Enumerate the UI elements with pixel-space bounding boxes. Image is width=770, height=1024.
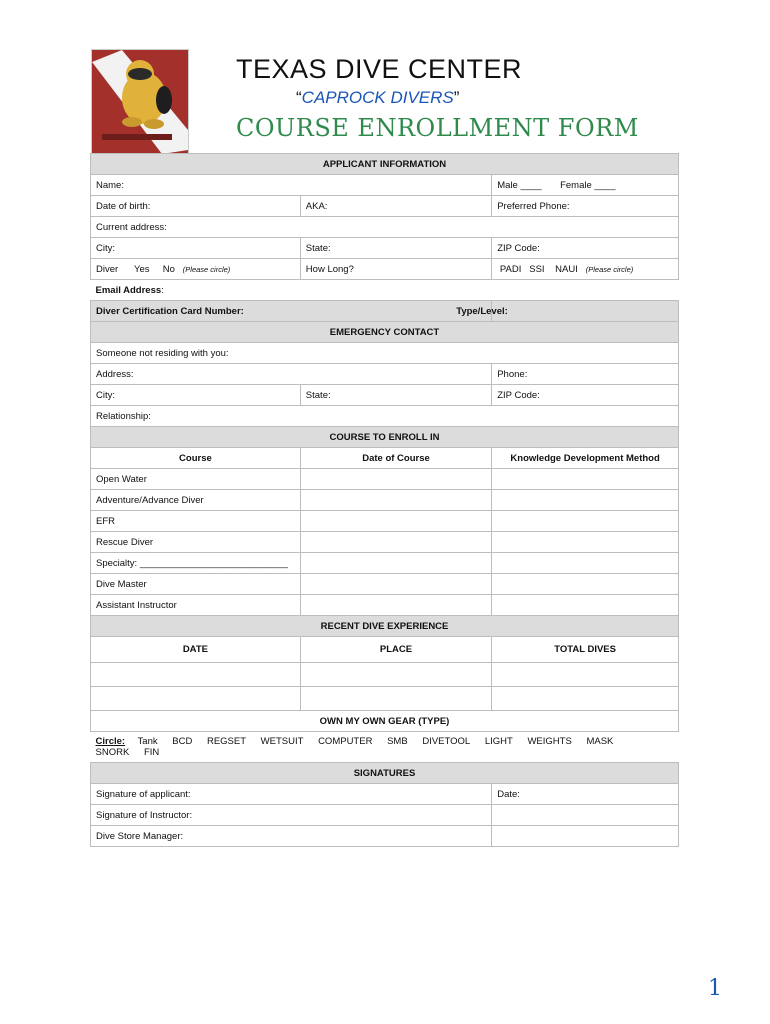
applicant-section-header: APPLICANT INFORMATION <box>91 154 679 175</box>
course-method-cell[interactable] <box>492 553 679 574</box>
course-date-cell[interactable] <box>300 511 491 532</box>
diver-status-field[interactable] <box>91 259 301 280</box>
gender-field[interactable] <box>492 175 679 196</box>
emergency-section-header: EMERGENCY CONTACT <box>91 322 679 343</box>
gear-option[interactable]: SNORK <box>95 747 130 758</box>
gear-section-header: OWN MY OWN GEAR (TYPE) <box>91 711 679 732</box>
course-date-cell[interactable] <box>300 595 491 616</box>
no-option[interactable]: No <box>162 263 175 275</box>
em-state-field[interactable]: State: <box>300 385 491 406</box>
city-field[interactable]: City: <box>91 238 301 259</box>
instructor-date-cell[interactable] <box>492 805 679 826</box>
exp-date-cell[interactable] <box>91 663 301 687</box>
yes-option[interactable]: Yes <box>134 263 150 275</box>
course-date-cell[interactable] <box>300 532 491 553</box>
em-address-field[interactable]: Address: <box>91 364 492 385</box>
page-number: 1 <box>708 976 722 1001</box>
exp-total-cell[interactable] <box>492 687 679 711</box>
exp-place-header: PLACE <box>300 637 491 663</box>
gear-option[interactable]: COMPUTER <box>318 736 373 747</box>
type-level-label: Type/Level: <box>456 305 508 317</box>
course-row: Assistant Instructor <box>91 595 301 616</box>
gear-option[interactable]: SMB <box>387 736 408 747</box>
exp-total-header: TOTAL DIVES <box>492 637 679 663</box>
course-row: Rescue Diver <box>91 532 301 553</box>
circle-label: Circle: <box>95 736 126 747</box>
how-long-field[interactable]: How Long? <box>300 259 491 280</box>
course-col-header: Course <box>91 448 301 469</box>
current-address-field[interactable]: Current address: <box>91 217 679 238</box>
exp-date-cell[interactable] <box>91 687 301 711</box>
preferred-phone-field[interactable]: Preferred Phone: <box>492 196 679 217</box>
gear-option[interactable]: DIVETOOL <box>422 736 471 747</box>
dob-field[interactable]: Date of birth: <box>91 196 301 217</box>
course-method-cell[interactable] <box>492 532 679 553</box>
name-field[interactable]: Name: <box>91 175 492 196</box>
instructor-signature-field[interactable]: Signature of Instructor: <box>91 805 492 826</box>
course-row: EFR <box>91 511 301 532</box>
someone-field[interactable]: Someone not residing with you: <box>91 343 679 364</box>
enrollment-table <box>90 153 679 847</box>
relationship-field[interactable]: Relationship: <box>91 406 679 427</box>
dog-diver-icon <box>92 50 188 154</box>
exp-total-cell[interactable] <box>492 663 679 687</box>
manager-signature-field[interactable]: Dive Store Manager: <box>91 826 492 847</box>
course-date-cell[interactable] <box>300 490 491 511</box>
course-row: Open Water <box>91 469 301 490</box>
course-date-cell[interactable] <box>300 469 491 490</box>
signatures-section-header: SIGNATURES <box>91 763 679 784</box>
gear-option[interactable]: BCD <box>172 736 193 747</box>
cert-card-field[interactable]: Diver Certification Card Number: <box>91 301 492 322</box>
gear-option[interactable]: REGSET <box>206 736 247 747</box>
gear-option[interactable]: WEIGHTS <box>527 736 572 747</box>
gear-option[interactable]: Tank <box>137 736 158 747</box>
female-label: Female ____ <box>560 179 616 191</box>
aka-field[interactable]: AKA: <box>300 196 491 217</box>
course-method-cell[interactable] <box>492 574 679 595</box>
signature-date-field[interactable]: Date: <box>492 784 679 805</box>
exp-place-cell[interactable] <box>300 663 491 687</box>
course-row: Specialty: ____________________________ <box>91 553 301 574</box>
please-circle-note-2: (Please circle) <box>585 264 634 274</box>
club-name: CAPROCK DIVERS <box>301 88 454 107</box>
gear-option[interactable]: LIGHT <box>484 736 513 747</box>
course-date-cell[interactable] <box>300 553 491 574</box>
method-col-header: Knowledge Development Method <box>492 448 679 469</box>
course-method-cell[interactable] <box>492 511 679 532</box>
ssi-option[interactable]: SSI <box>529 263 545 275</box>
male-label: Male ____ <box>497 179 542 191</box>
gear-option[interactable]: WETSUIT <box>260 736 304 747</box>
zip-field[interactable]: ZIP Code: <box>492 238 679 259</box>
diver-label: Diver <box>96 263 119 275</box>
exp-place-cell[interactable] <box>300 687 491 711</box>
gear-option[interactable]: FIN <box>143 747 160 758</box>
padi-option[interactable]: PADI <box>499 263 522 275</box>
center-title: TEXAS DIVE CENTER <box>236 54 523 84</box>
applicant-signature-field[interactable]: Signature of applicant: <box>91 784 492 805</box>
course-row: Adventure/Advance Diver <box>91 490 301 511</box>
gear-option[interactable]: MASK <box>586 736 614 747</box>
open-quote: “ <box>296 88 302 107</box>
caprock-divers-logo <box>91 49 189 155</box>
email-field[interactable] <box>91 280 679 301</box>
course-method-cell[interactable] <box>492 490 679 511</box>
club-subtitle <box>296 88 459 108</box>
naui-option[interactable]: NAUI <box>555 263 578 275</box>
course-section-header: COURSE TO ENROLL IN <box>91 427 679 448</box>
manager-date-cell[interactable] <box>492 826 679 847</box>
date-col-header: Date of Course <box>300 448 491 469</box>
form-title: COURSE ENROLLMENT FORM <box>236 114 639 142</box>
em-city-field[interactable]: City: <box>91 385 301 406</box>
email-label: Email Address <box>95 284 162 296</box>
course-row: Dive Master <box>91 574 301 595</box>
state-field[interactable]: State: <box>300 238 491 259</box>
course-date-cell[interactable] <box>300 574 491 595</box>
agency-field[interactable] <box>492 259 679 280</box>
experience-section-header: RECENT DIVE EXPERIENCE <box>91 616 679 637</box>
em-zip-field[interactable]: ZIP Code: <box>492 385 679 406</box>
exp-date-header: DATE <box>91 637 301 663</box>
course-method-cell[interactable] <box>492 469 679 490</box>
course-method-cell[interactable] <box>492 595 679 616</box>
close-quote: ” <box>453 88 460 107</box>
em-phone-field[interactable]: Phone: <box>492 364 679 385</box>
email-colon: : <box>161 284 164 296</box>
please-circle-note: (Please circle) <box>182 264 231 274</box>
type-level-field[interactable] <box>456 301 679 322</box>
gear-options-row <box>91 732 679 763</box>
